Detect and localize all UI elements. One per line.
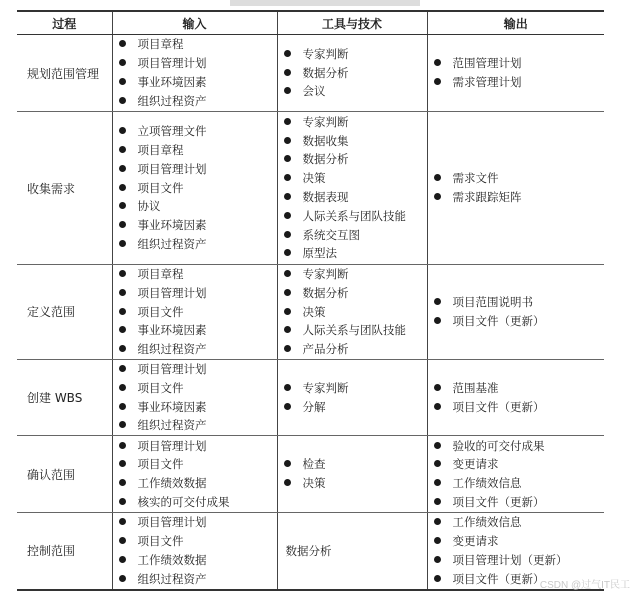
bullet-icon [119, 442, 126, 449]
bullet-icon [434, 556, 441, 563]
bullet-icon [119, 221, 126, 228]
list-item: 需求管理计划 [434, 73, 605, 92]
list-item: 专家判断 [284, 45, 427, 64]
bullet-icon [119, 289, 126, 296]
list-item: 项目管理计划 [119, 54, 277, 73]
bullet-icon [284, 137, 291, 144]
bullet-icon [119, 479, 126, 486]
bullet-icon [284, 50, 291, 57]
list-item: 变更请求 [434, 532, 605, 551]
list-item: 项目文件 [119, 179, 277, 198]
bullet-icon [284, 174, 291, 181]
list-item: 原型法 [284, 244, 427, 263]
list-item: 数据分析 [284, 64, 427, 83]
bullet-icon [119, 127, 126, 134]
list-item: 专家判断 [284, 113, 427, 132]
list-item: 事业环境因素 [119, 321, 277, 340]
process-name: 确认范围 [17, 436, 112, 513]
list-item: 协议 [119, 197, 277, 216]
bullet-icon [434, 317, 441, 324]
process-name: 定义范围 [17, 265, 112, 360]
outputs-cell [427, 265, 604, 360]
bullet-icon [434, 442, 441, 449]
list-item: 组织过程资产 [119, 570, 277, 589]
list-item: 需求跟踪矩阵 [434, 188, 605, 207]
list-item: 专家判断 [284, 379, 427, 398]
process-table [17, 10, 604, 591]
list-item: 项目文件（更新） [434, 570, 605, 589]
inputs-cell [112, 112, 277, 265]
bullet-icon [434, 518, 441, 525]
bullet-icon [284, 249, 291, 256]
list-item: 项目文件 [119, 303, 277, 322]
bullet-icon [119, 403, 126, 410]
bullet-icon [284, 308, 291, 315]
outputs-cell [427, 35, 604, 112]
watermark: CSDN @过气IT民工 [539, 580, 630, 591]
bullet-icon [119, 270, 126, 277]
tools-cell [277, 265, 427, 360]
list-item: 数据分析 [284, 150, 427, 169]
bullet-icon [284, 155, 291, 162]
bullet-icon [119, 326, 126, 333]
list-item: 工作绩效数据 [119, 551, 277, 570]
list-item: 项目文件（更新） [434, 312, 605, 331]
list-item: 数据表现 [284, 188, 427, 207]
list-item: 核实的可交付成果 [119, 493, 277, 512]
bullet-icon [119, 184, 126, 191]
table-caption-strip [230, 0, 420, 6]
list-item: 项目管理计划（更新） [434, 551, 605, 570]
list-item: 项目文件 [119, 532, 277, 551]
inputs-cell [112, 265, 277, 360]
bullet-icon [434, 78, 441, 85]
table-row [17, 112, 604, 265]
bullet-icon [119, 460, 126, 467]
list-item: 系统交互图 [284, 226, 427, 245]
table-row [17, 436, 604, 513]
list-item: 数据收集 [284, 132, 427, 151]
table-row [17, 359, 604, 435]
list-item: 变更请求 [434, 455, 605, 474]
bullet-icon [119, 78, 126, 85]
inputs-cell [112, 35, 277, 112]
bullet-icon [119, 575, 126, 582]
bullet-icon [119, 240, 126, 247]
list-item: 项目管理计划 [119, 160, 277, 179]
header-inputs: 输入 [112, 11, 277, 35]
bullet-icon [434, 479, 441, 486]
list-item: 会议 [284, 82, 427, 101]
list-item: 组织过程资产 [119, 92, 277, 111]
bullet-icon [284, 289, 291, 296]
list-item: 项目管理计划 [119, 513, 277, 532]
bullet-icon [119, 498, 126, 505]
list-item: 人际关系与团队技能 [284, 321, 427, 340]
bullet-icon [119, 202, 126, 209]
list-item: 项目章程 [119, 35, 277, 54]
bullet-icon [434, 174, 441, 181]
tools-cell [277, 436, 427, 513]
list-item: 决策 [284, 474, 427, 493]
bullet-icon [119, 518, 126, 525]
bullet-icon [119, 308, 126, 315]
inputs-cell [112, 513, 277, 590]
list-item: 工作绩效信息 [434, 474, 605, 493]
list-item: 立项管理文件 [119, 122, 277, 141]
bullet-icon [284, 270, 291, 277]
list-item: 项目章程 [119, 141, 277, 160]
bullet-icon [119, 365, 126, 372]
outputs-cell [427, 436, 604, 513]
list-item: 范围管理计划 [434, 54, 605, 73]
bullet-icon [434, 59, 441, 66]
bullet-icon [119, 146, 126, 153]
bullet-icon [119, 384, 126, 391]
tools-cell [277, 35, 427, 112]
list-item: 项目管理计划 [119, 437, 277, 456]
bullet-icon [284, 212, 291, 219]
bullet-icon [119, 97, 126, 104]
bullet-icon [284, 193, 291, 200]
bullet-icon [434, 403, 441, 410]
bullet-icon [284, 403, 291, 410]
bullet-icon [119, 556, 126, 563]
list-item: 检查 [284, 455, 427, 474]
inputs-cell [112, 436, 277, 513]
list-item: 项目文件 [119, 455, 277, 474]
bullet-icon [284, 384, 291, 391]
list-item: 分解 [284, 398, 427, 417]
tools-cell [277, 112, 427, 265]
list-item: 项目文件（更新） [434, 398, 605, 417]
bullet-icon [434, 460, 441, 467]
bullet-icon [119, 537, 126, 544]
list-item: 组织过程资产 [119, 340, 277, 359]
list-item: 项目范围说明书 [434, 293, 605, 312]
bullet-icon [434, 298, 441, 305]
bullet-icon [284, 69, 291, 76]
list-item: 决策 [284, 169, 427, 188]
bullet-icon [119, 40, 126, 47]
header-tools: 工具与技术 [277, 11, 427, 35]
tools-cell: 数据分析 [277, 513, 427, 590]
list-item: 专家判断 [284, 265, 427, 284]
process-name: 规划范围管理 [17, 35, 112, 112]
bullet-icon [119, 345, 126, 352]
list-item: 人际关系与团队技能 [284, 207, 427, 226]
tools-cell [277, 359, 427, 435]
list-item: 项目章程 [119, 265, 277, 284]
header-process: 过程 [17, 11, 112, 35]
bullet-icon [284, 326, 291, 333]
bullet-icon [284, 479, 291, 486]
header-outputs: 输出 [427, 11, 604, 35]
list-item: 范围基准 [434, 379, 605, 398]
bullet-icon [434, 537, 441, 544]
bullet-icon [434, 498, 441, 505]
list-item: 产品分析 [284, 340, 427, 359]
process-name: 收集需求 [17, 112, 112, 265]
bullet-icon [119, 59, 126, 66]
list-item: 验收的可交付成果 [434, 437, 605, 456]
list-item: 项目管理计划 [119, 360, 277, 379]
inputs-cell [112, 359, 277, 435]
bullet-icon [119, 421, 126, 428]
list-item: 项目文件（更新） [434, 493, 605, 512]
list-item: 工作绩效数据 [119, 474, 277, 493]
list-item: 项目管理计划 [119, 284, 277, 303]
table-row [17, 265, 604, 360]
list-item: 事业环境因素 [119, 398, 277, 417]
table-row [17, 35, 604, 112]
bullet-icon [434, 193, 441, 200]
process-name: 控制范围 [17, 513, 112, 590]
list-item: 项目文件 [119, 379, 277, 398]
bullet-icon [284, 118, 291, 125]
bullet-icon [284, 345, 291, 352]
process-name: 创建 WBS [17, 359, 112, 435]
outputs-cell [427, 359, 604, 435]
list-item: 组织过程资产 [119, 416, 277, 435]
bullet-icon [284, 87, 291, 94]
outputs-cell [427, 112, 604, 265]
bullet-icon [434, 575, 441, 582]
table-header-row [17, 11, 604, 35]
bullet-icon [284, 460, 291, 467]
bullet-icon [119, 165, 126, 172]
list-item: 决策 [284, 303, 427, 322]
list-item: 事业环境因素 [119, 73, 277, 92]
bullet-icon [284, 231, 291, 238]
table-row [17, 513, 604, 590]
list-item: 数据分析 [284, 284, 427, 303]
list-item: 事业环境因素 [119, 216, 277, 235]
list-item: 工作绩效信息 [434, 513, 605, 532]
list-item: 组织过程资产 [119, 235, 277, 254]
list-item: 需求文件 [434, 169, 605, 188]
bullet-icon [434, 384, 441, 391]
